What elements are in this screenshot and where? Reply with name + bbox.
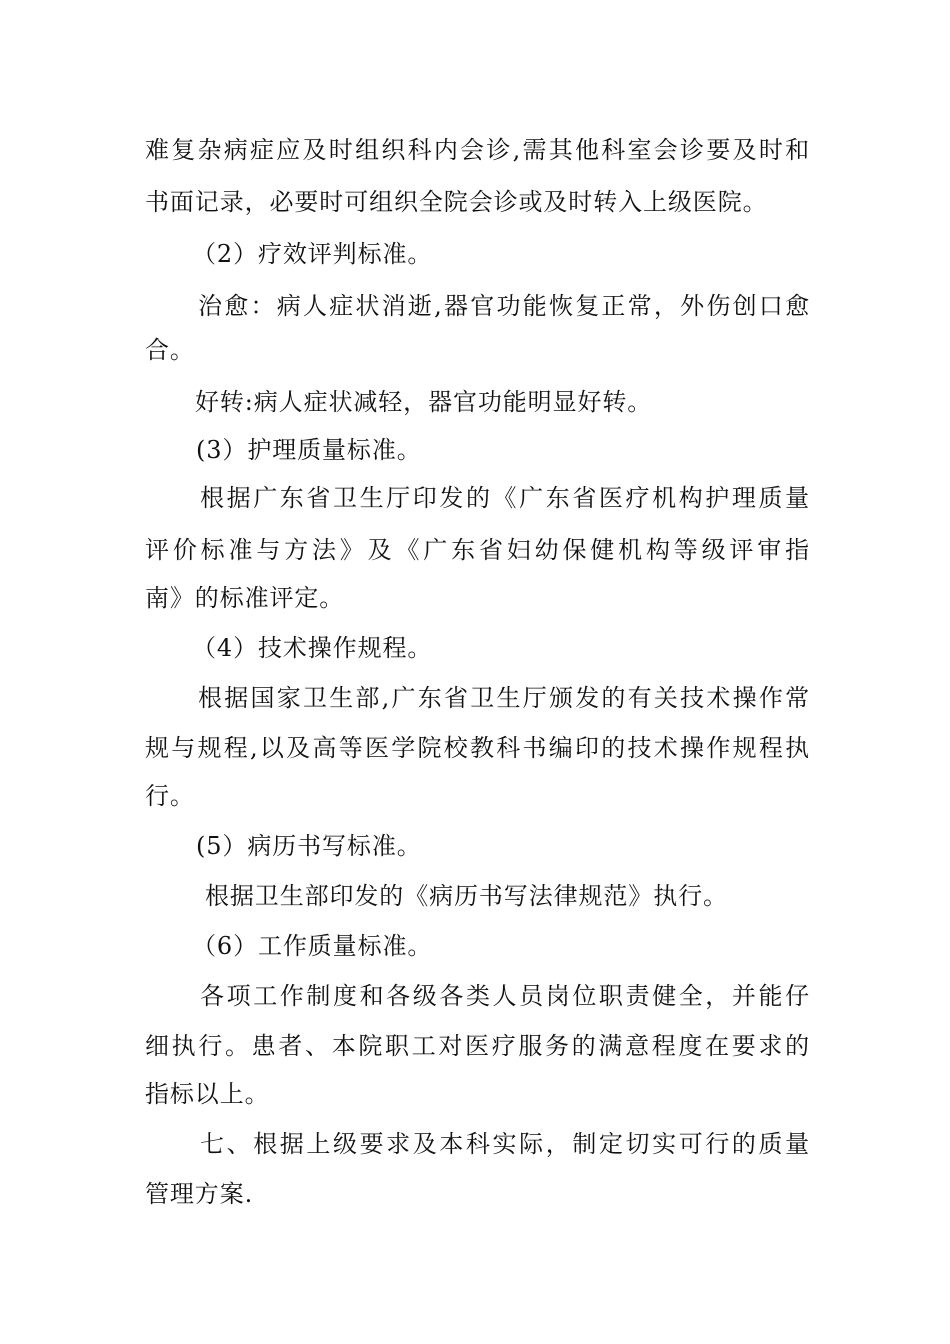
text-line-cure-end: 合。	[145, 336, 195, 364]
text-line-seven-1: 七、根据上级要求及本科实际，制定切实可行的质量	[200, 1130, 810, 1158]
text-line-work-3: 指标以上。	[145, 1080, 270, 1108]
text-line-tech-1: 根据国家卫生部,广东省卫生厅颁发的有关技术操作常	[198, 684, 810, 712]
section-heading-4: （4）技术操作规程。	[192, 634, 433, 662]
text-line-1: 难复杂病症应及时组织科内会诊,需其他科室会诊要及时和	[145, 136, 810, 164]
text-line-work-1: 各项工作制度和各级各类人员岗位职责健全，并能仔	[200, 982, 810, 1010]
section-heading-2: （2）疗效评判标准。	[192, 240, 433, 268]
section-heading-6: （6）工作质量标准。	[192, 932, 433, 960]
section-heading-5: (5）病历书写标准。	[196, 832, 422, 860]
text-line-work-2: 细执行。患者、本院职工对医疗服务的满意程度在要求的	[145, 1032, 810, 1060]
text-line-nursing-1: 根据广东省卫生厅印发的《广东省医疗机构护理质量	[200, 484, 810, 512]
text-line-tech-3: 行。	[145, 782, 195, 810]
section-heading-3: (3）护理质量标准。	[196, 436, 422, 464]
text-line-records: 根据卫生部印发的《病历书写法律规范》执行。	[205, 882, 728, 910]
text-line-seven-2: 管理方案.	[145, 1180, 254, 1208]
text-line-nursing-3: 南》的标准评定。	[145, 584, 345, 612]
text-line-2: 书面记录，必要时可组织全院会诊或及时转入上级医院。	[145, 188, 768, 216]
text-line-nursing-2: 评价标准与方法》及《广东省妇幼保健机构等级评审指	[145, 536, 810, 564]
text-line-cure: 治愈：病人症状消逝,器官功能恢复正常，外伤创口愈	[198, 292, 810, 320]
text-line-improve: 好转:病人症状减轻，器官功能明显好转。	[195, 388, 653, 416]
text-line-tech-2: 规与规程,以及高等医学院校教科书编印的技术操作规程执	[145, 734, 810, 762]
